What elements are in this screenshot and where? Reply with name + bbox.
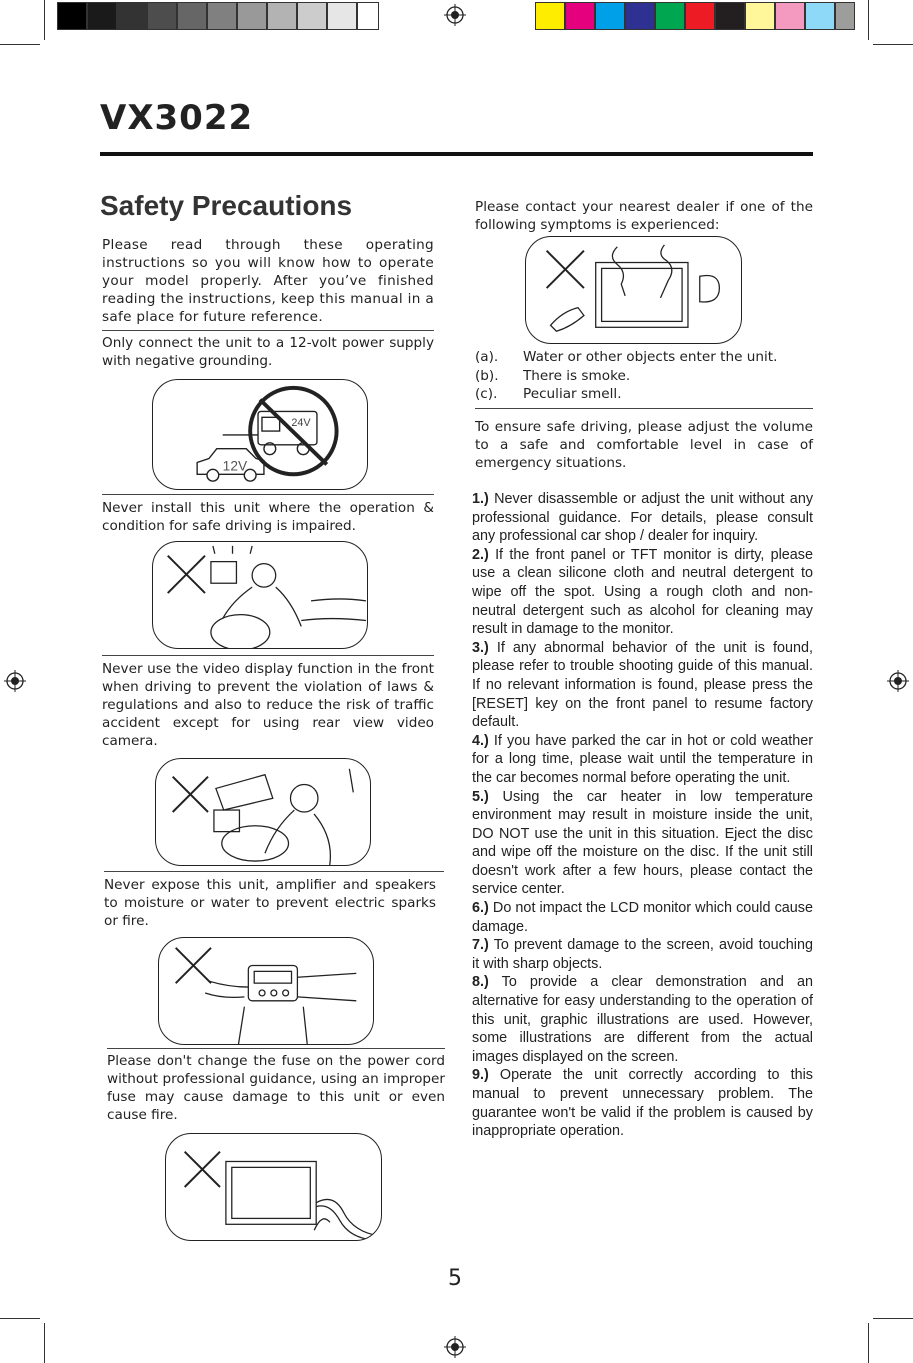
list-item: 5.) Using the car heater in low temperature environment may result in moisture inside the unit, DO NOT use the unit in this situation. Eject the disc and wipe off the moisture on the disc. If the unit still doesn't work after a few hours, please contact the service center. bbox=[472, 788, 813, 898]
gray-swatch bbox=[207, 2, 237, 30]
intro-paragraph: Please read through these operating instructions so you will know how to operate your model properly. After you’ve finished reading the instructions, keep this manual in a safe place for future reference. bbox=[102, 237, 434, 325]
divider bbox=[107, 1048, 445, 1049]
color-swatch bbox=[625, 2, 655, 30]
fuse-illustration bbox=[165, 1133, 382, 1241]
symptom-list bbox=[475, 348, 813, 404]
color-swatch bbox=[655, 2, 685, 30]
registration-mark-icon bbox=[887, 670, 909, 692]
video-driving-illustration bbox=[155, 758, 371, 866]
symptom-item: (c). Peculiar smell. bbox=[475, 386, 622, 402]
list-item: 8.) To provide a clear demonstration and an alternative for easy understanding to the operation of this unit, graphic illustrations are used. However, some illustrations are different from the actual images displayed on the screen. bbox=[472, 974, 813, 1065]
symptom-item: (b). There is smoke. bbox=[475, 367, 631, 384]
list-item: 1.) Never disassemble or adjust the unit without any professional guidance. For details, please consult any professional car shop / dealer for inquiry. bbox=[472, 491, 814, 545]
label-24v: 24V bbox=[291, 417, 311, 430]
divider bbox=[102, 494, 434, 495]
list-item: 2.) If the front panel or TFT monitor is dirty, please use a clean silicone cloth and neutral detergent to wipe off the spot. Using a rough cloth and non-neutral detergent such as alcohol for cleaning may result in damage to the monitor. bbox=[472, 546, 813, 638]
gray-swatch bbox=[147, 2, 177, 30]
gray-swatch bbox=[57, 2, 87, 30]
gray-swatch bbox=[117, 2, 147, 30]
divider bbox=[104, 871, 444, 872]
gray-swatch bbox=[237, 2, 267, 30]
color-swatch bbox=[565, 2, 595, 30]
gray-swatch bbox=[297, 2, 327, 30]
section-title: Safety Precautions bbox=[100, 190, 353, 221]
divider bbox=[102, 655, 434, 656]
color-swatch bbox=[805, 2, 835, 30]
numbered-list bbox=[472, 490, 813, 1141]
page-number: 5 bbox=[448, 1266, 462, 1291]
registration-mark-icon bbox=[444, 4, 466, 26]
moisture-illustration bbox=[158, 937, 374, 1045]
divider bbox=[475, 408, 813, 409]
header-rule bbox=[100, 152, 813, 156]
gray-swatch bbox=[327, 2, 357, 30]
fuse-paragraph: Please don't change the fuse on the power cord without professional guidance, using an improper fuse may cause damage to this unit or even cause fire. bbox=[107, 1053, 445, 1123]
power-supply-illustration bbox=[152, 379, 368, 490]
divider bbox=[102, 330, 434, 331]
gray-swatch bbox=[177, 2, 207, 30]
list-item: 7.) To prevent damage to the screen, avoid touching it with sharp objects. bbox=[472, 937, 813, 972]
driver-illustration bbox=[152, 541, 368, 649]
color-swatch bbox=[685, 2, 715, 30]
color-swatch bbox=[715, 2, 745, 30]
label-12v: 12V bbox=[222, 458, 248, 474]
gray-swatch bbox=[267, 2, 297, 30]
registration-mark-icon bbox=[4, 670, 26, 692]
list-item: 3.) If any abnormal behavior of the unit is found, please refer to trouble shooting guide of this manual. If no relevant information is found, please press the [RESET] key on the front panel to resume factory default. bbox=[472, 639, 813, 731]
symptoms-illustration bbox=[525, 236, 742, 344]
registration-mark-icon bbox=[444, 1336, 466, 1358]
color-swatch bbox=[535, 2, 565, 30]
moisture-paragraph: Never expose this unit, amplifier and speakers to moisture or water to prevent electric sparks or fire. bbox=[104, 877, 436, 929]
gray-swatch bbox=[87, 2, 117, 30]
symptom-item: (a). Water or other objects enter the unit. bbox=[475, 349, 778, 365]
list-item: 4.) If you have parked the car in hot or cold weather for a long time, please wait until the temperature in the car becomes normal before operating the unit. bbox=[472, 732, 813, 786]
list-item: 6.) Do not impact the LCD monitor which could cause damage. bbox=[472, 900, 813, 935]
list-item: 9.) Operate the unit correctly according to this manual to prevent unnecessary problem. The guarantee won't be valid if the problem is caused by inappropriate operation. bbox=[472, 1067, 814, 1140]
volume-paragraph: To ensure safe driving, please adjust the volume to a safe and comfortable level in case of emergency situations. bbox=[475, 419, 813, 471]
gray-swatch bbox=[357, 2, 379, 30]
video-display-paragraph: Never use the video display function in the front when driving to prevent the violation of laws & regulations and also to reduce the risk of traffic accident except for using rear view video camera. bbox=[102, 661, 434, 749]
color-swatch bbox=[775, 2, 805, 30]
install-paragraph: Never install this unit where the operation & condition for safe driving is impaired. bbox=[102, 500, 434, 534]
color-swatch bbox=[745, 2, 775, 30]
model-title: VX3022 bbox=[100, 98, 254, 138]
contact-paragraph: Please contact your nearest dealer if one of the following symptoms is experienced: bbox=[475, 199, 813, 233]
color-swatch bbox=[835, 2, 855, 30]
power-supply-paragraph: Only connect the unit to a 12-volt power supply with negative grounding. bbox=[102, 335, 434, 369]
color-swatch bbox=[595, 2, 625, 30]
